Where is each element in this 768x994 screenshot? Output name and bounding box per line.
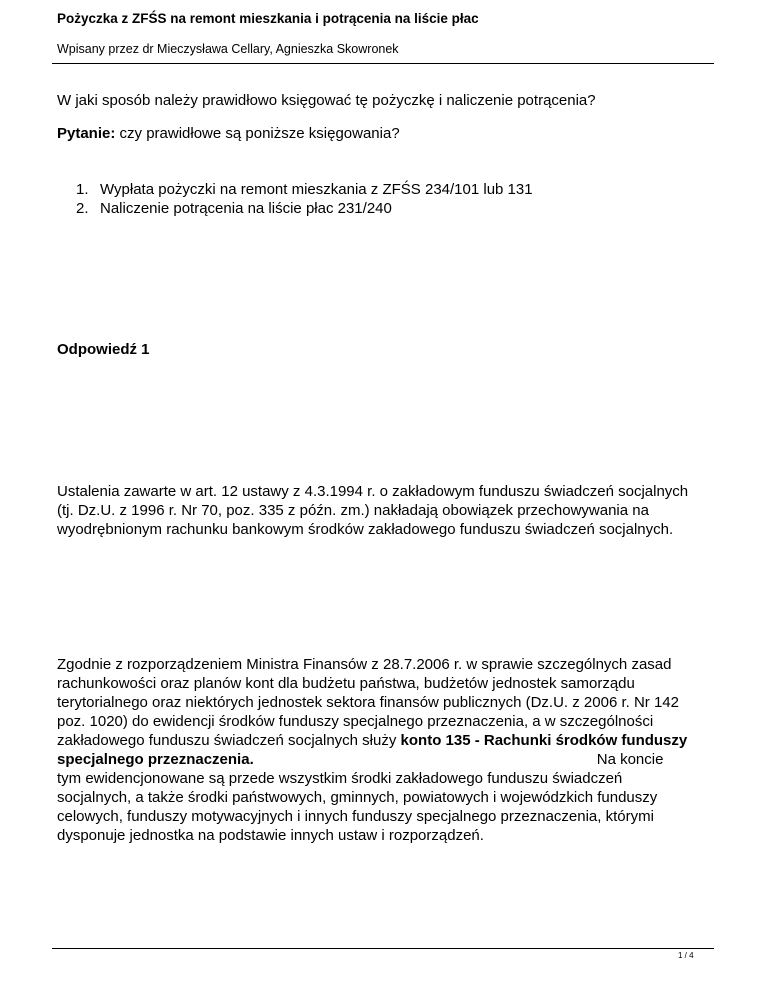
pytanie-label: Pytanie: [57, 125, 116, 142]
list-item-text: Naliczenie potrącenia na liście płac 231/240 [100, 200, 392, 217]
paragraph-2-line: terytorialnego oraz niektórych jednostek sektora finansów publicznych (Dz.U. z 2006 r. Nr 142 [57, 694, 679, 711]
question-text: W jaki sposób należy prawidłowo księgować tę pożyczkę i naliczenie potrącenia? [57, 92, 596, 109]
paragraph-1-line: Ustalenia zawarte w art. 12 ustawy z 4.3.1994 r. o zakładowym funduszu świadczeń socjalnych [57, 483, 689, 500]
paragraph-2-line: Zgodnie z rozporządzeniem Ministra Finansów z 28.7.2006 r. w sprawie szczególnych zasad [57, 656, 672, 673]
page-number: 1 / 4 [678, 951, 694, 960]
header-authors: Wpisany przez dr Mieczysława Cellary, Agnieszka Skowronek [57, 42, 399, 56]
list-item-number: 2. [76, 200, 89, 217]
paragraph-1-line: wyodrębnionym rachunku bankowym środków zakładowego funduszu świadczeń socjalnych. [57, 521, 674, 538]
paragraph-2-line: poz. 1020) do ewidencji środków funduszy specjalnego przeznaczenia, a w szczególności [57, 713, 654, 730]
account-name-bold-cont: specjalnego przeznaczenia. [57, 751, 254, 768]
paragraph-2-line [57, 731, 687, 750]
paragraph-2-line: dysponuje jednostka na podstawie innych ustaw i rozporządzeń. [57, 827, 484, 844]
paragraph-2-line: socjalnych, a także środki państwowych, gminnych, powiatowych i wojewódzkich funduszy [57, 789, 658, 806]
paragraph-2-line: tym ewidencjonowane są przede wszystkim środki zakładowego funduszu świadczeń [57, 770, 623, 787]
paragraph-2-line [57, 750, 663, 769]
account-name-bold: konto 135 - Rachunki środków funduszy [400, 732, 688, 749]
paragraph-2-line: celowych, funduszy motywacyjnych i innych funduszy specjalnego przeznaczenia, którymi [57, 808, 654, 825]
answer-heading: Odpowiedź 1 [57, 341, 150, 358]
list-item [76, 180, 533, 199]
list-item-text: Wypłata pożyczki na remont mieszkania z ZFŚS 234/101 lub 131 [100, 181, 533, 198]
paragraph-2-line: rachunkowości oraz planów kont dla budżetu państwa, budżetów jednostek samorządu [57, 675, 635, 692]
paragraph-1-line: (tj. Dz.U. z 1996 r. Nr 70, poz. 335 z późn. zm.) nakładają obowiązek przechowywania na [57, 502, 649, 519]
pytanie-line [57, 124, 400, 143]
paragraph-2-text: zakładowego funduszu świadczeń socjalnych służy [57, 732, 401, 749]
pytanie-text: czy prawidłowe są poniższe księgowania? [115, 125, 400, 142]
list-item [76, 199, 392, 218]
paragraph-2-text: Na koncie [596, 751, 664, 768]
header-divider [52, 63, 714, 64]
footer-divider [52, 948, 714, 949]
header-title: Pożyczka z ZFŚS na remont mieszkania i potrącenia na liście płac [57, 11, 479, 26]
list-item-number: 1. [76, 181, 89, 198]
